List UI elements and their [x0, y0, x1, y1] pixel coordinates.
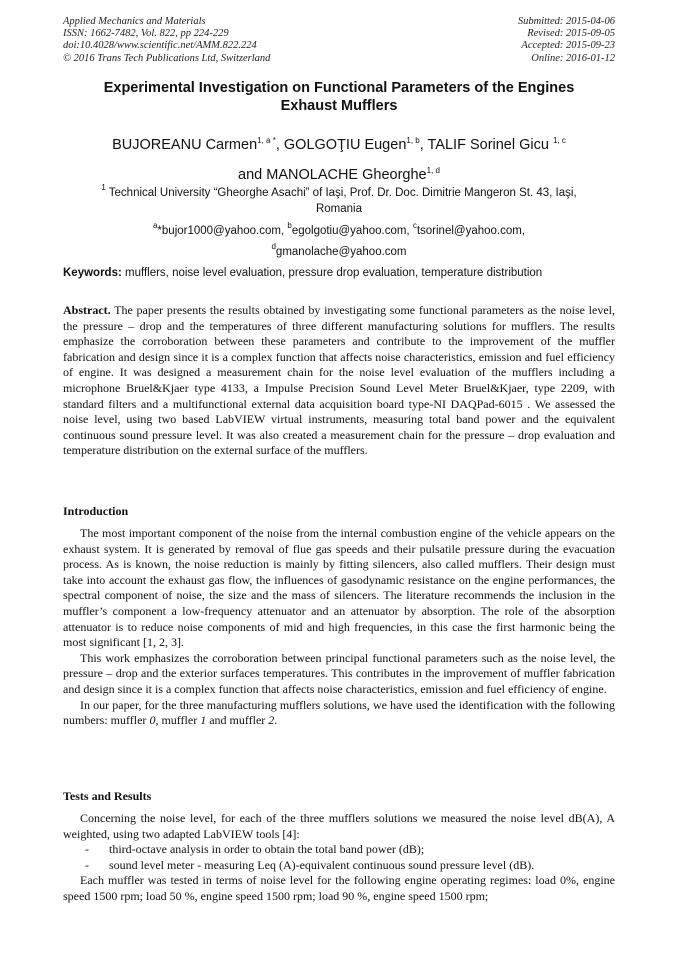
doi-line: doi:10.4028/www.scientific.net/AMM.822.224 [63, 40, 257, 52]
tests-body [63, 811, 615, 905]
introduction-body [63, 526, 615, 729]
muffler-id: 1 [200, 713, 207, 728]
email-link[interactable]: gmanolache@yahoo.com [275, 246, 407, 258]
email-sup: a [152, 221, 158, 230]
author-affil-sup: 1, d [426, 166, 440, 175]
affiliation [63, 180, 615, 217]
author-emails [63, 218, 615, 260]
list-item-text: third-octave analysis in order to obtain the total band power (dB); [109, 842, 425, 857]
submitted-date: Submitted: 2015-04-06 [517, 16, 615, 27]
email-sup: c [412, 221, 417, 230]
paragraph [63, 698, 615, 729]
paragraph-text: In our paper, for the three manufacturing mufflers solutions, we have used the identification with the following numbers: muffler [63, 697, 615, 728]
email-sup: b [287, 221, 292, 230]
section-heading-tests: Tests and Results [63, 789, 152, 803]
author-affil-sup: 1, c [552, 136, 566, 145]
email-link[interactable]: *bujor1000@yahoo.com, [157, 225, 288, 237]
paragraph: Each muffler was tested in terms of noise level for the following engine operating regimes: load 0%, engine speed 1500 rpm; load 50 %, engine speed 1500 rpm; load 90 %, engine speed 1500 rpm; [63, 873, 615, 903]
author-affil-sup: 1, b [406, 136, 420, 145]
abstract-label: Abstract. [63, 303, 111, 317]
copyright-line: © 2016 Trans Tech Publications Ltd, Switzerland [63, 52, 271, 64]
accepted-date: Accepted: 2015-09-23 [521, 40, 615, 52]
paragraph: This work emphasizes the corroboration between principal functional parameters such as the noise level, the pressure – drop and the exterior surfaces temperatures. This contributes in the improvement of muffler fabrication and design since it is a complex function that affects noise characteristics, emission and fuel efficiency of engine. [63, 650, 615, 696]
author-name: , GOLGOŢIU Eugen [275, 137, 407, 153]
list-item-text: sound level meter - measuring Leq (A)-equivalent continuous sound pressure level (dB). [109, 857, 535, 872]
online-date: Online: 2016-01-12 [531, 52, 615, 64]
muffler-id: 0 [149, 713, 156, 728]
author-affil-sup: 1, a * [257, 136, 276, 145]
muffler-id: 2 [268, 713, 275, 728]
paragraph: Concerning the noise level, for each of the three mufflers solutions we measured the noise level dB(A), A weighted, using two adapted LabVIEW tools [4]: [63, 811, 615, 841]
paper-title [63, 79, 615, 115]
revised-date: Revised: 2015-09-05 [527, 28, 615, 40]
keywords-text: mufflers, noise level evaluation, pressure drop evaluation, temperature distribution [121, 267, 543, 279]
author-name: , TALIF Sorinel Gicu [419, 137, 553, 153]
affiliation-sup: 1 [101, 183, 106, 192]
abstract-text: The paper presents the results obtained by investigating some functional parameters as the noise level, the pressure – drop and the temperatures of three different manufacturing solutions for mufflers. The results emphasize the corroboration between these parameters and contribute to the improvement of the muffler fabrication and design since it is a complex function that affects noise characteristics, emission and fuel efficiency of engine. It was designed a measurement chain for the noise level evaluation of the mufflers including a microphone Bruel&Kjaer type 4133, a Impulse Precision Sound Level Meter Bruel&Kjaer, type 2209, with standard filters and a multifunctional external data acquisition board type-NI DAQPad-6015 . We assessed the noise level, using two based LabVIEW virtual instruments, measuring total band power and the equivalent continuous sound pressure level. It was also created a measurement chain for the pressure – drop evaluation and temperature distribution on the external surface of the mufflers. [63, 303, 615, 458]
journal-header-left [63, 16, 270, 65]
title-line-2: Exhaust Mufflers [280, 98, 398, 114]
affiliation-text: Technical University “Gheorghe Asachi” of Iaşi, Prof. Dr. Doc. Dimitrie Mangeron St. 43, Iaşi, [105, 187, 577, 199]
paragraph-text: and muffler [206, 713, 269, 728]
keywords-label: Keywords: [63, 267, 122, 279]
list-item [63, 842, 615, 858]
paragraph: The most important component of the noise from the internal combustion engine of the vehicle appears on the exhaust system. It is generated by removal of flue gas speeds and their pulsatile pressure during the evacuation process. As is known, the noise reduction is mainly by fitting silencers, also called mufflers. Their design must take into account the exhaust gas flow, the influences of gasodynamic resistance on the engine performances, the spectral component of noise, the size and the mass of silencers. The literature recommends the inclusion in the muffler’s component a low-frequency attenuator and an attenuator by absorption. The role of the absorption attenuator is to reduce noise components of mid and high frequencies, in this case the first harmonic being the most significant [1, 2, 3]. [63, 526, 615, 650]
issn-line: ISSN: 1662-7482, Vol. 822, pp 224-229 [63, 28, 229, 40]
email-link[interactable]: egolgotiu@yahoo.com, [291, 225, 413, 237]
list-item [63, 858, 615, 874]
author-list [63, 128, 615, 188]
affiliation-country: Romania [315, 203, 363, 215]
keywords [63, 266, 623, 281]
watermark [0, 558, 26, 625]
title-line-1: Experimental Investigation on Functional Parameters of the Engines [103, 80, 575, 96]
journal-header-right [518, 16, 615, 65]
section-heading-introduction: Introduction [63, 504, 129, 518]
journal-name: Applied Mechanics and Materials [63, 16, 206, 27]
list-dash: - [85, 857, 89, 872]
email-link[interactable]: tsorinel@yahoo.com, [416, 225, 526, 237]
paragraph-text: , muffler [155, 713, 201, 728]
email-sup: d [271, 242, 276, 251]
paragraph-text: . [274, 713, 278, 728]
author-name: BUJOREANU Carmen [112, 137, 258, 153]
author-name: and MANOLACHE Gheorghe [238, 167, 427, 183]
list-dash: - [85, 842, 89, 857]
abstract [63, 303, 615, 459]
